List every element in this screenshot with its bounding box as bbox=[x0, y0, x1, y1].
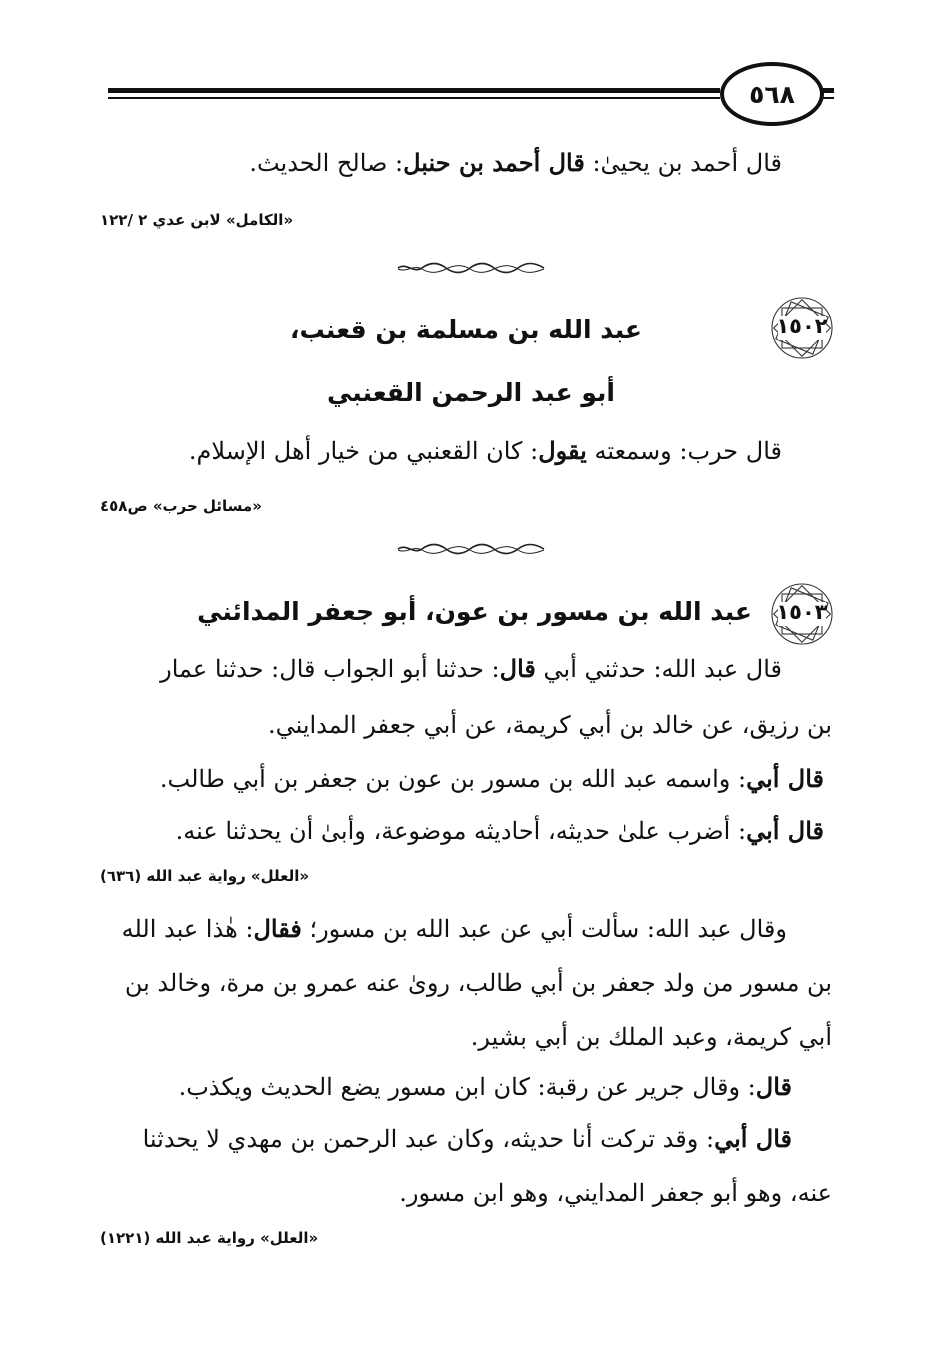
entry-1503-p2: قال أبي: واسمه عبد الله بن مسور بن عون بن جعفر بن أبي طالب. bbox=[159, 764, 824, 793]
page-number-badge bbox=[720, 62, 824, 126]
entry-1503-p6-line-1: قال أبي: وقد تركت أنا حديثه، وكان عبد الرحمن بن مهدي لا يحدثنا bbox=[142, 1124, 792, 1153]
header-rule-thin bbox=[108, 97, 720, 99]
entry-title: عبد الله بن مسور بن عون، أبو جعفر المدائني bbox=[197, 597, 752, 626]
entry-1503-p1-line-1: قال عبد الله: حدثني أبي قال: حدثنا أبو الجواب قال: حدثنا عمار bbox=[160, 654, 782, 683]
entry-1503-citation-1: «العلل» رواية عبد الله (٦٣٦) bbox=[100, 867, 310, 885]
separator-ornament-icon bbox=[396, 543, 546, 555]
entry-1503-p6-line-2: عنه، وهو أبو جعفر المدايني، وهو ابن مسور. bbox=[399, 1179, 832, 1207]
header-rule-thick bbox=[108, 88, 720, 93]
separator-ornament-icon bbox=[396, 262, 546, 274]
entry-1502-citation: «مسائل حرب» ص٤٥٨ bbox=[100, 497, 262, 515]
top-text-line: قال أحمد بن يحيىٰ: قال أحمد بن حنبل: صالح الحديث. bbox=[249, 148, 782, 177]
entry-title-line-1: عبد الله بن مسلمة بن قعنب، bbox=[289, 315, 642, 344]
entry-1503-p4-line-2: بن مسور من ولد جعفر بن أبي طالب، روىٰ عنه عمرو بن مرة، وخالد بن bbox=[124, 969, 832, 997]
entry-number: ١٥٠٢ bbox=[776, 314, 828, 338]
page-number: ٥٦٨ bbox=[749, 79, 795, 109]
top-citation: «الكامل» لابن عدي ٢ /١٢٢ bbox=[100, 211, 294, 229]
entry-number-medallion bbox=[768, 580, 836, 648]
entry-1503-p4-line-1: وقال عبد الله: سألت أبي عن عبد الله بن مسور؛ فقال: هٰذا عبد الله bbox=[121, 914, 787, 943]
entry-1503-citation-2: «العلل» رواية عبد الله (١٢٢١) bbox=[100, 1229, 319, 1247]
entry-1503-p1-line-2: بن رزيق، عن خالد بن أبي كريمة، عن أبي جعفر المدايني. bbox=[267, 711, 832, 739]
entry-title-line-2: أبو عبد الرحمن القعنبي bbox=[326, 378, 615, 407]
entry-number: ١٥٠٣ bbox=[776, 600, 828, 624]
entry-1502-text: قال حرب: وسمعته يقول: كان القعنبي من خيار أهل الإسلام. bbox=[188, 436, 782, 465]
entry-1503-p3: قال أبي: أضرب علىٰ حديثه، أحاديثه موضوعة، وأبىٰ أن يحدثنا عنه. bbox=[175, 816, 824, 845]
entry-1503-p4-line-3: أبي كريمة، وعبد الملك بن أبي بشير. bbox=[470, 1023, 832, 1051]
entry-number-medallion bbox=[768, 294, 836, 362]
entry-1503-p5: قال: وقال جرير عن رقبة: كان ابن مسور يضع الحديث ويكذب. bbox=[178, 1072, 792, 1101]
